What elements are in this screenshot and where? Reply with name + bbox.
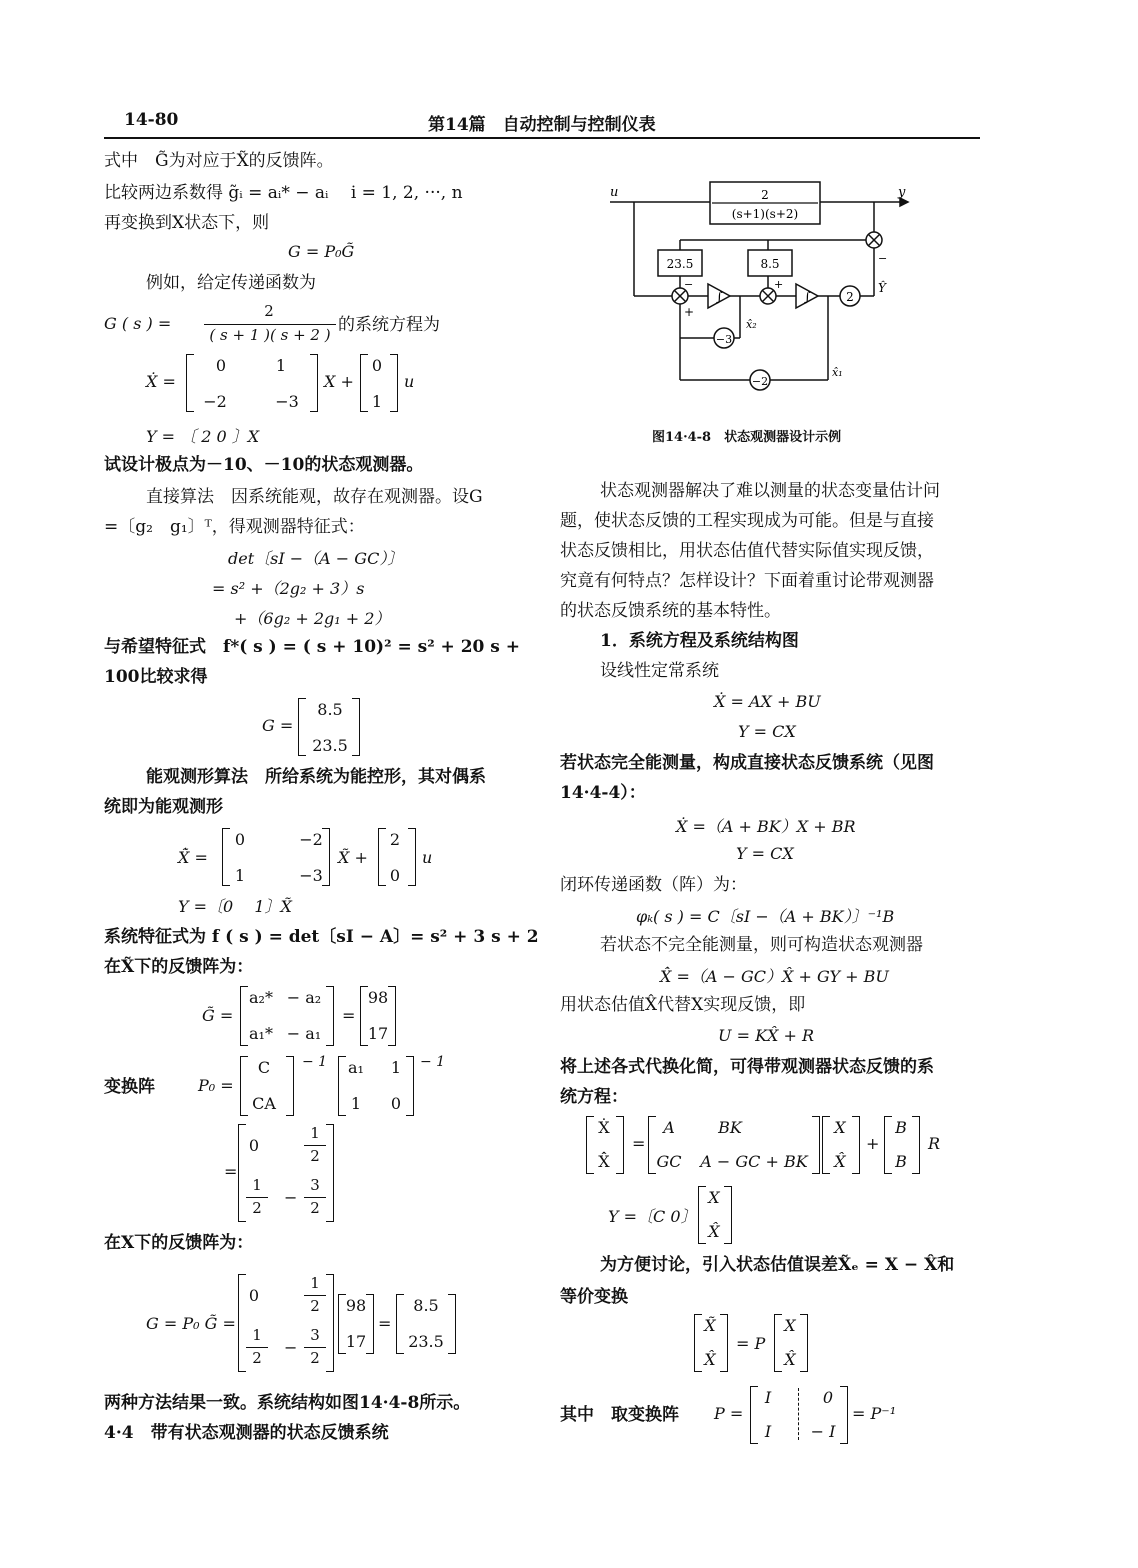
- plus: +: [866, 1134, 880, 1153]
- subsection-heading: 1．系统方程及系统结构图: [600, 631, 799, 651]
- u-label: u: [404, 372, 415, 391]
- bracket: [720, 1314, 728, 1372]
- bracket: [286, 1056, 294, 1116]
- page-number: 14-80: [124, 110, 179, 130]
- formula: Ẋ =（A + BK）X + BR: [676, 817, 856, 836]
- frac-num: 3: [310, 1326, 320, 1344]
- right-line: 等价变换: [560, 1287, 628, 1307]
- bracket: [326, 1274, 334, 1372]
- left-line: 在X下的反馈阵为：: [104, 1233, 254, 1253]
- fig-gain-minus-3: −3: [715, 333, 733, 346]
- bracket: [448, 1294, 456, 1354]
- frac-num: 1: [310, 1124, 320, 1142]
- frac-den: 2: [310, 1199, 320, 1217]
- fig-plus-sign: +: [774, 278, 784, 291]
- formula: = s² +（2g₂ + 3）s: [212, 579, 365, 598]
- matrix-cell: 1: [371, 392, 383, 411]
- right-line: 其中 取变换阵: [560, 1405, 679, 1425]
- matrix-cell: 1: [275, 356, 287, 375]
- matrix-cell: − a₁: [286, 1024, 322, 1043]
- left-line: 式中 G̃为对应于X̃的反馈阵。: [104, 151, 334, 171]
- matrix-cell: 23.5: [408, 1332, 444, 1351]
- matrix-cell: A: [663, 1118, 675, 1137]
- matrix-cell: X̂: [784, 1350, 796, 1369]
- right-line: 状态观测器解决了难以测量的状态变量估计问: [600, 481, 940, 501]
- right-line: 用状态估值X̂代替X实现反馈，即: [560, 995, 806, 1015]
- r-label: R: [928, 1134, 941, 1153]
- section-title: 第14篇 自动控制与控制仪表: [428, 115, 656, 135]
- right-line: 究竟有何特点？怎样设计？下面着重讨论带观测器: [560, 571, 934, 591]
- tf-lhs: G ( s ) =: [104, 314, 172, 333]
- bracket: [352, 698, 360, 756]
- matrix-cell: a₁: [348, 1058, 364, 1077]
- left-line: 两种方法结果一致。系统结构如图14·4-8所示。: [104, 1393, 471, 1413]
- matrix-cell: 0: [215, 356, 227, 375]
- output-eq: Y = 〔 2 0 〕X: [146, 427, 260, 446]
- right-line: 将上述各式代换化简，可得带观测器状态反馈的系: [560, 1057, 934, 1077]
- bracket: [310, 354, 318, 412]
- right-line: 状态反馈相比，用状态估值代替实际值实现反馈，: [560, 541, 934, 561]
- minus: −: [284, 1188, 298, 1207]
- matrix-cell: X̂̇: [598, 1152, 610, 1171]
- left-line: 与希望特征式 f*( s ) = ( s + 10)² = s² + 20 s +: [104, 637, 521, 657]
- g-lhs: G =: [262, 716, 294, 735]
- right-line: 题，使状态反馈的工程实现成为可能。但是与直接: [560, 511, 934, 531]
- matrix-cell: I: [764, 1388, 772, 1407]
- matrix-cell: X: [834, 1118, 846, 1137]
- fig-y-label: y: [898, 185, 906, 200]
- left-line: 比较两边系数得 g̃ᵢ = aᵢ* − aᵢ i = 1, 2, ···, n: [104, 183, 463, 203]
- bracket: [852, 1116, 860, 1174]
- header-rule: [104, 137, 980, 139]
- fig-u-label: u: [610, 185, 619, 200]
- matrix-cell: 98: [367, 988, 389, 1007]
- matrix-cell: X̂: [704, 1350, 716, 1369]
- matrix-cell: X: [784, 1316, 796, 1335]
- frac-den: 2: [310, 1147, 320, 1165]
- matrix-cell: − I: [810, 1422, 836, 1441]
- gt-lhs: G̃ =: [202, 1006, 234, 1025]
- matrix-cell: 0: [248, 1286, 260, 1305]
- left-line: 直接算法 因系统能观，故存在观测器。设G: [146, 487, 483, 507]
- fig-plant-den: (s+1)(s+2): [731, 207, 799, 221]
- right-line: 若状态不完全能测量，则可构造状态观测器: [600, 935, 923, 955]
- fig-gain-8-5: 8.5: [760, 257, 780, 271]
- plus-xt: X̃ +: [338, 848, 368, 867]
- equals: =: [224, 1162, 238, 1181]
- bracket: [388, 986, 396, 1046]
- fig-minus-sign: −: [684, 278, 694, 291]
- left-line: 再变换到X状态下，则: [104, 213, 270, 233]
- right-line: 的状态反馈系统的基本特性。: [560, 601, 781, 621]
- right-line: 统方程：: [560, 1087, 628, 1107]
- output-eq: Y =〔C 0〕: [608, 1207, 697, 1226]
- equals: =: [342, 1006, 356, 1025]
- bracket: [366, 1294, 374, 1354]
- matrix-cell: 0: [371, 356, 383, 375]
- gf-lhs: G = P₀ G̃ =: [146, 1314, 236, 1333]
- matrix-cell: C: [257, 1058, 271, 1077]
- left-line: 在X̃下的反馈阵为：: [104, 957, 254, 977]
- matrix-cell: 0: [248, 1136, 260, 1155]
- matrix-cell: GC: [656, 1152, 682, 1171]
- p-rhs: = P⁻¹: [852, 1404, 897, 1423]
- eq-lhs: Ẋ =: [146, 372, 176, 391]
- frac-num: 1: [252, 1176, 262, 1194]
- right-line: 若状态完全能测量，构成直接状态反馈系统（见图: [560, 753, 934, 773]
- right-line: 设线性定常系统: [600, 661, 719, 681]
- u-label: u: [422, 848, 433, 867]
- formula: +（6g₂ + 2g₁ + 2）: [234, 609, 391, 628]
- fig-yhat: Ŷ: [878, 281, 886, 295]
- bracket: [406, 1056, 414, 1116]
- integrator-icon: ∫: [804, 290, 811, 305]
- tf-numerator: 2: [264, 302, 274, 320]
- integrator-icon: ∫: [716, 290, 723, 305]
- matrix-cell: 0: [822, 1388, 834, 1407]
- fig-x1hat: x̂₁: [832, 366, 843, 379]
- matrix-cell: 0: [390, 1094, 402, 1113]
- matrix-cell: − a₂: [286, 988, 322, 1007]
- right-line: 闭环传递函数（阵）为：: [560, 875, 747, 895]
- matrix-cell: X̃: [704, 1316, 716, 1335]
- bracket: [186, 354, 194, 412]
- left-line: 例如，给定传递函数为: [146, 273, 316, 293]
- formula: U = KX̂ + R: [718, 1026, 815, 1045]
- left-line: =〔g₂ g₁〕ᵀ，得观测器特征式：: [104, 517, 365, 537]
- observer-block-diagram: [600, 170, 930, 400]
- matrix-cell: A − GC + BK: [700, 1152, 808, 1171]
- matrix-cell: 17: [345, 1332, 367, 1351]
- left-line: 试设计极点为－10、－10的状态观测器。: [104, 455, 424, 475]
- inverse-exp: − 1: [302, 1054, 328, 1070]
- bracket: [408, 828, 416, 886]
- right-line: 14·4-4）：: [560, 783, 646, 803]
- matrix-cell: −2: [203, 392, 227, 411]
- left-line: 系统特征式为 f ( s ) = det〔sI − A〕= s² + 3 s + 2: [104, 927, 539, 947]
- fig-gain-23-5: 23.5: [666, 257, 694, 271]
- left-line: 统即为能观测形: [104, 797, 223, 817]
- matrix-cell: B: [895, 1118, 907, 1137]
- fig-plus-sign: +: [684, 305, 695, 319]
- minus: −: [284, 1338, 298, 1357]
- matrix-cell: 2: [389, 830, 401, 849]
- bracket: [912, 1116, 920, 1174]
- matrix-cell: I: [764, 1422, 772, 1441]
- section-heading: 4·4 带有状态观测器的状态反馈系统: [104, 1423, 389, 1443]
- left-line: 100比较求得: [104, 667, 208, 687]
- frac-den: 2: [252, 1349, 262, 1367]
- matrix-cell: a₁*: [249, 1024, 273, 1043]
- right-line: 为方便讨论，引入状态估值误差X̃ₑ = X − X̂和: [600, 1255, 955, 1275]
- matrix-cell: 1: [350, 1094, 362, 1113]
- bracket: [616, 1116, 624, 1174]
- frac-num: 1: [252, 1326, 262, 1344]
- bracket: [840, 1386, 848, 1444]
- fig-plant-num: 2: [761, 188, 769, 202]
- matrix-cell: 0: [234, 830, 246, 849]
- formula: Y = CX: [736, 844, 794, 863]
- p0-lhs: P₀ =: [198, 1076, 234, 1095]
- equals: =: [632, 1134, 646, 1153]
- equals-p: = P: [736, 1334, 766, 1353]
- output-eq: Y =〔0 1〕X̃: [178, 897, 292, 916]
- frac-den: 2: [252, 1199, 262, 1217]
- bracket: [326, 986, 334, 1046]
- frac-num: 1: [310, 1274, 320, 1292]
- matrix-cell: 17: [367, 1024, 389, 1043]
- formula: G = P₀G̃: [288, 242, 355, 261]
- p0-label: 变换阵: [104, 1077, 155, 1097]
- matrix-cell: a₂*: [249, 988, 273, 1007]
- matrix-cell: −3: [299, 866, 323, 885]
- figure-caption: 图14·4-8 状态观测器设计示例: [652, 430, 842, 445]
- frac-num: 3: [310, 1176, 320, 1194]
- eq-lhs: X̃̇ =: [178, 848, 208, 867]
- matrix-cell: 98: [345, 1296, 367, 1315]
- matrix-cell: X̂: [708, 1222, 720, 1241]
- plus-x: X +: [324, 372, 354, 391]
- fig-x2hat: x̂₂: [746, 318, 757, 331]
- frac-den: 2: [310, 1349, 320, 1367]
- bracket: [800, 1314, 808, 1372]
- matrix-cell: CA: [252, 1094, 276, 1113]
- matrix-cell: X: [708, 1188, 720, 1207]
- bracket: [298, 698, 306, 756]
- formula: Ẋ = AX + BU: [714, 692, 821, 711]
- inverse-exp: − 1: [420, 1054, 446, 1070]
- formula: Y = CX: [738, 722, 796, 741]
- p-lhs: P =: [714, 1404, 744, 1423]
- tf-tail: 的系统方程为: [338, 315, 440, 335]
- matrix-cell: Ẋ: [598, 1118, 610, 1137]
- fig-minus-sign: −: [878, 252, 888, 265]
- matrix-cell: 23.5: [312, 736, 348, 755]
- matrix-cell: 8.5: [413, 1296, 439, 1315]
- equals: =: [378, 1314, 392, 1333]
- fig-gain-2: 2: [846, 290, 854, 304]
- matrix-cell: X̂: [834, 1152, 846, 1171]
- matrix-cell: B: [895, 1152, 907, 1171]
- tf-denominator: ( s + 1 )( s + 2 ): [209, 326, 331, 344]
- bracket: [390, 354, 398, 412]
- matrix-cell: BK: [718, 1118, 742, 1137]
- partition-line: [798, 1388, 799, 1440]
- formula: X̂̇ =（A − GC）X̂ + GY + BU: [660, 967, 889, 986]
- formula: det〔sI −（A − GC）〕: [228, 549, 404, 568]
- bracket: [322, 828, 330, 886]
- bracket: [326, 1124, 334, 1222]
- formula: φₖ( s ) = C〔sI −（A + BK）〕⁻¹B: [636, 907, 895, 926]
- matrix-cell: 1: [390, 1058, 402, 1077]
- fig-gain-minus-2: −2: [751, 375, 769, 388]
- matrix-cell: 1: [234, 866, 246, 885]
- bracket: [724, 1186, 732, 1244]
- matrix-cell: 0: [389, 866, 401, 885]
- frac-den: 2: [310, 1297, 320, 1315]
- matrix-cell: −2: [299, 830, 323, 849]
- left-line: 能观测形算法 所给系统为能控形，其对偶系: [146, 767, 486, 787]
- bracket: [812, 1116, 820, 1174]
- matrix-cell: −3: [275, 392, 299, 411]
- matrix-cell: 8.5: [317, 700, 343, 719]
